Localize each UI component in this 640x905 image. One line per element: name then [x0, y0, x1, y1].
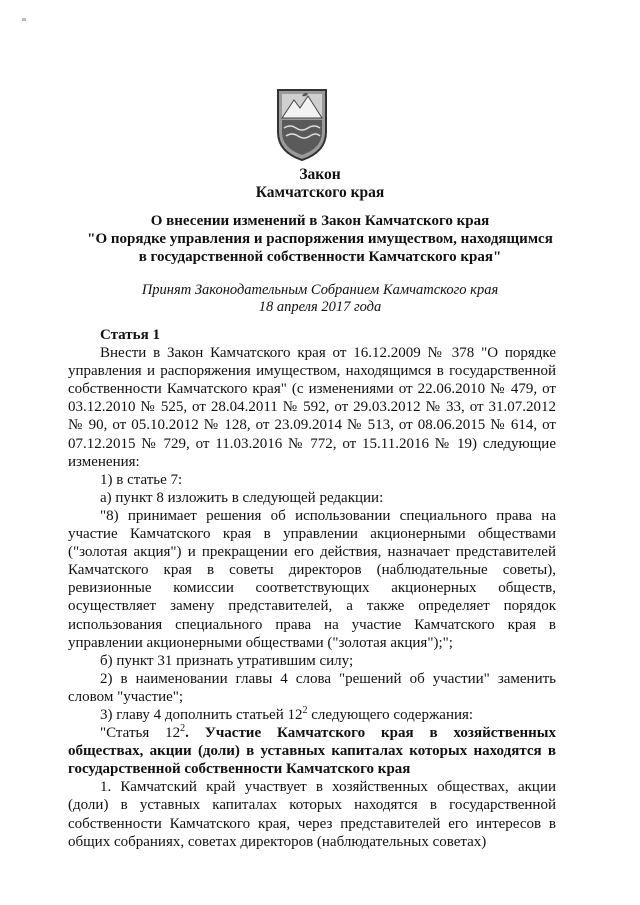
law-subtitle-line2: "О порядке управления и распоряжения имуществом, находящимся	[87, 231, 553, 247]
article-intro: Внести в Закон Камчатского края от 16.12.2009 № 378 "О порядке управления и распоряжения имуществом, находящимся в государственной собственности Камчатского края" (с изменениями от 22.06.2010 № 479, от 03.12.2010 № 525, от 28.04.2011 № 592, от 29.03.2012 № 33, от 31.07.2012 № 90, от 05.10.2012 № 128, от 23.09.2014 № 513, от 08.06.2015 № 614, от 07.12.2015 № 729, от 11.03.2016 № 772, от 15.11.2016 № 19) следующие изменения:	[68, 345, 556, 470]
item-3	[68, 706, 556, 724]
new-article-label: "Статья 12	[100, 725, 181, 742]
law-subtitle-line3: в государственной собственности Камчатского края"	[138, 249, 502, 265]
item-1: 1) в статье 7:	[100, 471, 183, 488]
item-3-text: 3) главу 4 дополнить статьей 12	[100, 706, 303, 723]
article-body	[68, 326, 556, 851]
new-article-title: . Участие Камчатского края в хозяйственных обществах, акции (доли) в уставных капиталах которых находятся в государственной собственности Камчатского края	[68, 725, 556, 778]
new-article-heading	[68, 724, 556, 778]
new-article-paragraph-1: 1. Камчатский край участвует в хозяйственных обществах, акции (доли) в уставных капиталах которых находятся в государственной собственности Камчатского края, через представителей его интересов в общих собраниях, советах директоров (наблюдательных советах)	[68, 779, 556, 850]
law-region: Камчатского края	[255, 184, 385, 201]
item-2: 2) в наименовании главы 4 слова "решений об участии" заменить словом "участие";	[68, 670, 556, 705]
article-heading: Статья 1	[100, 327, 160, 343]
item-3-superscript: 2	[302, 704, 308, 716]
item-1b: б) пункт 31 признать утратившим силу;	[100, 652, 354, 669]
scan-speck	[22, 18, 26, 21]
item-1a: а) пункт 8 изложить в следующей редакции:	[100, 489, 384, 506]
law-title: Закон	[299, 166, 341, 183]
law-subtitle-line1: О внесении изменений в Закон Камчатского края	[150, 213, 490, 229]
kamchatka-coat-of-arms-emblem	[272, 88, 332, 162]
quoted-point-8: "8) принимает решения об использовании специального права на участие Камчатского края в управлении акционерными обществами ("золотая акция") и прекращении его действия, назначает представителей Камчатского края в советы директоров (наблюдательные советы), ревизионные комиссии соответствующих акционерных обществ, осуществляет замену представителей, а также определяет порядок использования специального права на участие Камчатского края в управлении акционерными обществами ("золотая акция");";	[68, 507, 556, 651]
adopted-by: Принят Законодательным Собранием Камчатского края	[141, 282, 499, 298]
item-3-tail: следующего содержания:	[307, 706, 474, 723]
adopted-date: 18 апреля 2017 года	[258, 299, 382, 315]
new-article-superscript: 2	[180, 723, 186, 735]
